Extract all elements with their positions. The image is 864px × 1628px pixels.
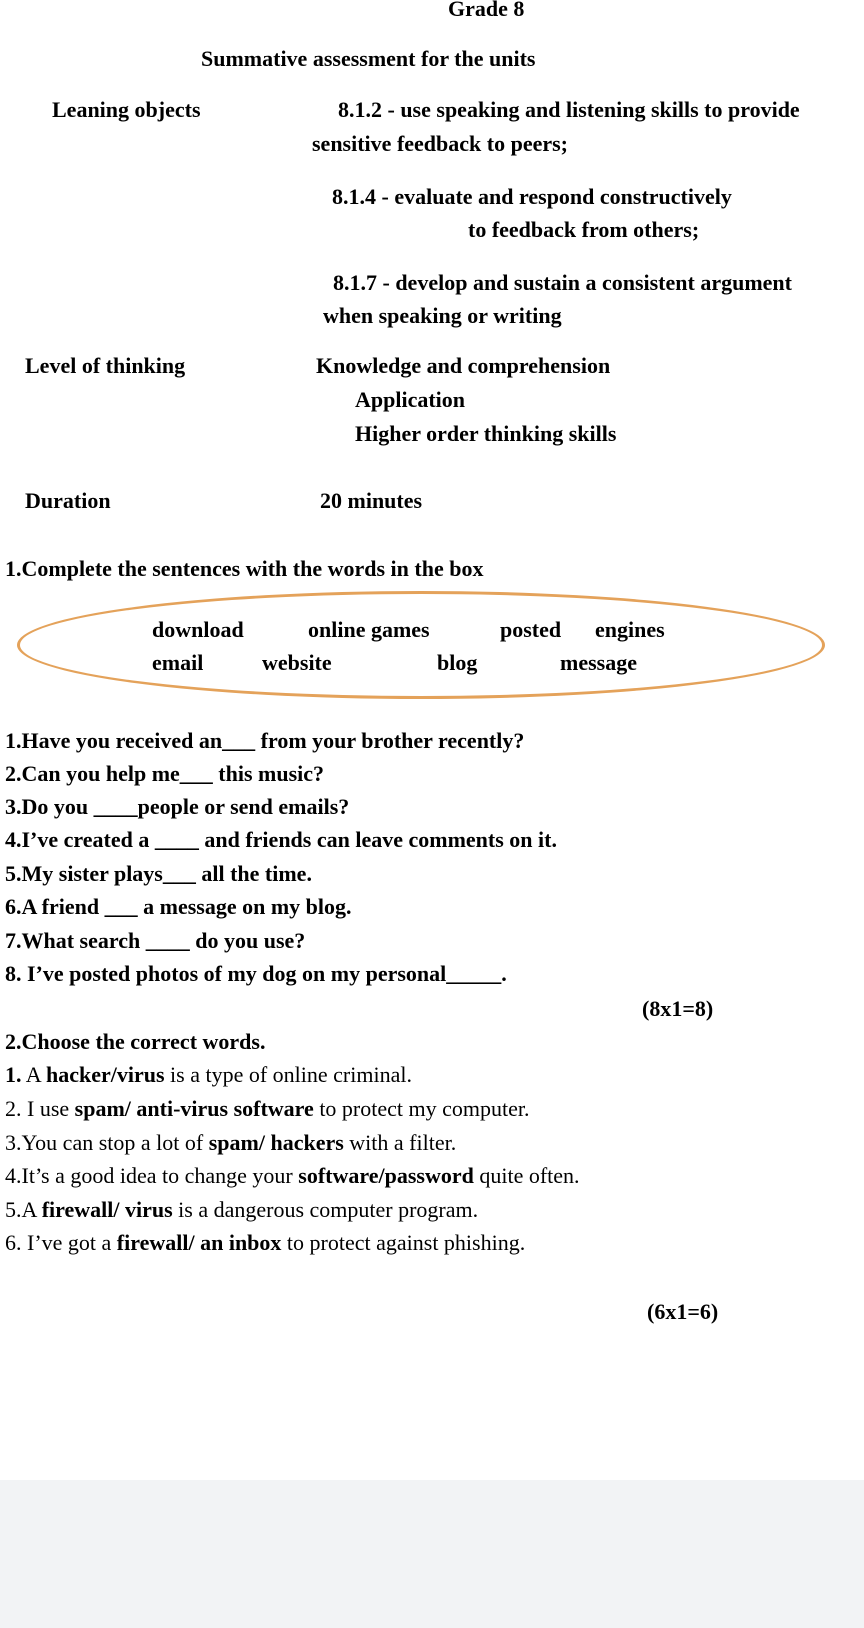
item-number: 2. <box>5 1096 22 1121</box>
task2-score: (6x1=6) <box>647 1299 719 1324</box>
item-choice: firewall/ an inbox <box>116 1230 282 1255</box>
task1-sentence-1: 1.Have you received an___ from your brother recently? <box>5 728 525 753</box>
task1-sentence-8: 8. I’ve posted photos of my dog on my personal_____. <box>5 961 507 986</box>
task1-sentence-3: 3.Do you ____people or send emails? <box>5 794 350 819</box>
item-number: 3. <box>5 1130 22 1155</box>
assessment-subtitle: Summative assessment for the units <box>201 46 536 71</box>
task1-sentence-5: 5.My sister plays___ all the time. <box>5 861 312 886</box>
item-choice: spam/ anti-virus software <box>74 1096 314 1121</box>
objective-1-line2: sensitive feedback to peers; <box>312 131 569 156</box>
item-text-before: A <box>21 1197 42 1222</box>
item-number: 1. <box>5 1062 22 1087</box>
grade-title: Grade 8 <box>448 0 525 21</box>
thinking-level-3: Higher order thinking skills <box>355 421 617 446</box>
objective-1-line1: 8.1.2 - use speaking and listening skills to provide <box>338 97 800 122</box>
item-text-after: with a filter. <box>343 1130 457 1155</box>
task2-item-4 <box>5 1163 580 1189</box>
item-number: 4. <box>5 1163 22 1188</box>
item-text-after: is a dangerous computer program. <box>172 1197 479 1222</box>
task2-item-3 <box>5 1130 456 1156</box>
word-email: email <box>152 650 204 675</box>
item-choice: spam/ hackers <box>208 1130 344 1155</box>
word-posted: posted <box>500 617 562 642</box>
word-box-oval <box>17 591 825 699</box>
item-choice: firewall/ virus <box>41 1197 173 1222</box>
item-choice: software/password <box>298 1163 474 1188</box>
item-text-before: I use <box>21 1096 75 1121</box>
task1-sentence-4: 4.I’ve created a ____ and friends can leave comments on it. <box>5 827 557 852</box>
thinking-level-2: Application <box>355 387 466 412</box>
task2-item-6 <box>5 1230 525 1256</box>
objective-3-line2: when speaking or writing <box>323 303 562 328</box>
task1-sentence-2: 2.Can you help me___ this music? <box>5 761 325 786</box>
item-text-before: It’s a good idea to change your <box>21 1163 299 1188</box>
word-blog: blog <box>437 650 478 675</box>
objectives-label: Leaning objects <box>52 97 201 122</box>
duration-label: Duration <box>25 488 111 513</box>
task2-item-5 <box>5 1197 478 1223</box>
task1-heading: 1.Complete the sentences with the words in the box <box>5 556 484 581</box>
word-website: website <box>262 650 332 675</box>
item-text-before: A <box>21 1062 46 1087</box>
task1-sentence-7: 7.What search ____ do you use? <box>5 928 306 953</box>
task2-heading: 2.Choose the correct words. <box>5 1029 266 1054</box>
item-number: 5. <box>5 1197 22 1222</box>
word-download: download <box>152 617 244 642</box>
word-online-games: online games <box>308 617 430 642</box>
item-choice: hacker/virus <box>45 1062 165 1087</box>
word-message: message <box>560 650 637 675</box>
objective-2-line2: to feedback from others; <box>468 217 700 242</box>
objective-3-line1: 8.1.7 - develop and sustain a consistent argument <box>333 270 792 295</box>
task1-score: (8x1=8) <box>642 996 714 1021</box>
duration-value: 20 minutes <box>320 488 423 513</box>
item-number: 6. <box>5 1230 22 1255</box>
item-text-before: I’ve got a <box>21 1230 117 1255</box>
task2-item-2 <box>5 1096 529 1122</box>
objective-2-line1: 8.1.4 - evaluate and respond constructively <box>332 184 732 209</box>
viewer-background <box>0 1480 864 1628</box>
item-text-after: to protect against phishing. <box>281 1230 526 1255</box>
word-engines: engines <box>595 617 665 642</box>
item-text-after: quite often. <box>473 1163 580 1188</box>
task1-sentence-6: 6.A friend ___ a message on my blog. <box>5 894 352 919</box>
item-text-before: You can stop a lot of <box>21 1130 209 1155</box>
task2-item-1 <box>5 1062 412 1088</box>
thinking-level-1: Knowledge and comprehension <box>316 353 611 378</box>
thinking-label: Level of thinking <box>25 353 186 378</box>
item-text-after: is a type of online criminal. <box>164 1062 412 1087</box>
item-text-after: to protect my computer. <box>313 1096 530 1121</box>
